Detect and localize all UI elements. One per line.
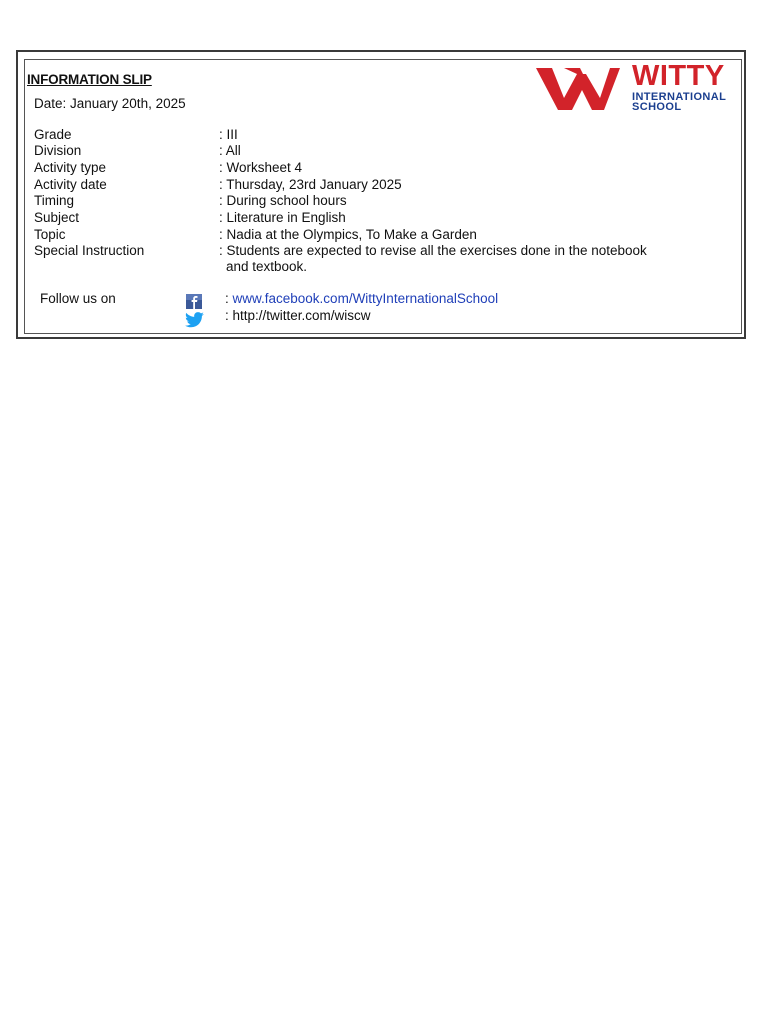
logo-line-school: SCHOOL — [632, 101, 682, 113]
twitter-link[interactable]: : http://twitter.com/wiscw — [225, 308, 371, 323]
detail-label: Topic — [34, 227, 66, 242]
facebook-icon[interactable] — [186, 294, 202, 309]
detail-value: : Literature in English — [219, 210, 346, 225]
detail-value: : Worksheet 4 — [219, 160, 303, 175]
detail-value: : III — [219, 127, 238, 142]
detail-value: : Thursday, 23rd January 2025 — [219, 177, 402, 192]
logo-line-international: INTERNATIONAL — [632, 91, 727, 103]
detail-label: Division — [34, 143, 82, 158]
detail-value: : Students are expected to revise all the exercises done in the notebook — [219, 243, 647, 258]
logo-name: WITTY — [632, 60, 725, 92]
detail-value-continued: and textbook. — [226, 259, 308, 274]
facebook-link[interactable]: www.facebook.com/WittyInternationalSchool — [232, 291, 499, 306]
detail-label: Activity date — [34, 177, 107, 192]
twitter-icon[interactable] — [184, 312, 205, 329]
facebook-prefix: : — [225, 291, 233, 306]
detail-label: Timing — [34, 193, 75, 208]
detail-label: Activity type — [34, 160, 107, 175]
facebook-line — [225, 291, 498, 306]
detail-value: : All — [219, 143, 241, 158]
detail-label: Special Instruction — [34, 243, 145, 258]
logo-wordmark — [632, 60, 727, 113]
detail-value: : Nadia at the Olympics, To Make a Garden — [219, 227, 477, 242]
detail-label: Grade — [34, 127, 72, 142]
follow-us-label: Follow us on — [40, 291, 116, 306]
slip-title: INFORMATION SLIP — [27, 72, 152, 87]
detail-value: : During school hours — [219, 193, 347, 208]
slip-date: Date: January 20th, 2025 — [34, 96, 186, 111]
detail-label: Subject — [34, 210, 80, 225]
